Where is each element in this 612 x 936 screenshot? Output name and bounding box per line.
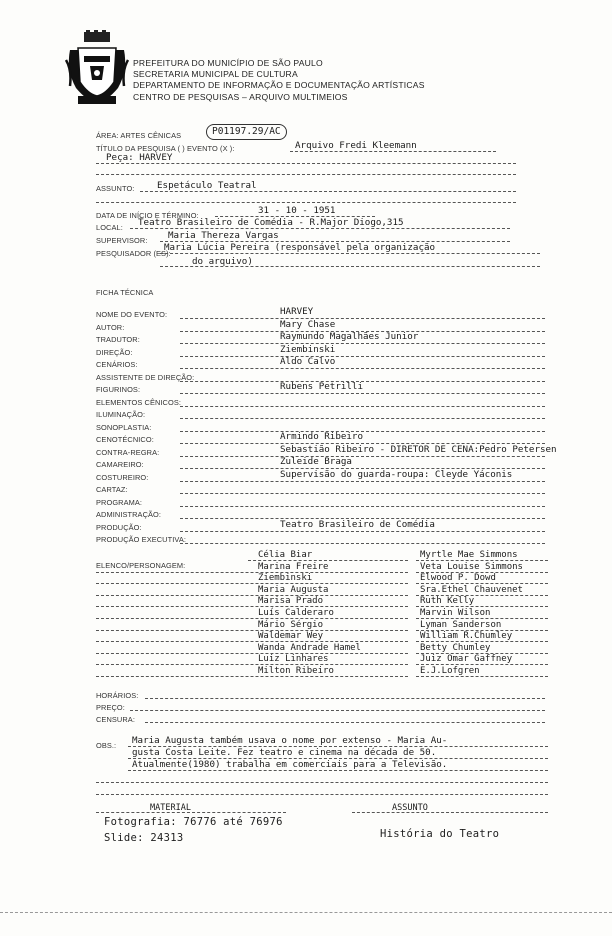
assunto-value: Espetáculo Teatral xyxy=(157,180,257,191)
censura-label: CENSURA: xyxy=(96,715,135,724)
ficha-row-value: Aldo Calvo xyxy=(280,356,336,367)
elenco-ator: Marisa Prado xyxy=(258,596,324,607)
material-line-2: Slide: 24313 xyxy=(104,832,184,844)
titulo-value-2: Peça: HARVEY xyxy=(106,152,173,163)
ficha-row-label: TRADUTOR: xyxy=(96,335,140,344)
obs-line-2: gusta Costa Leite. Fez teatro e cinema na década de 50. xyxy=(132,747,437,758)
elenco-personagem: Ruth Kelly xyxy=(420,596,475,607)
coat-of-arms-logo xyxy=(64,30,130,108)
preco-label: PREÇO: xyxy=(96,703,125,712)
elenco-ator: Marina Freire xyxy=(258,561,329,572)
local-value: Teatro Brasileiro de Comédia - R.Major Diogo,315 xyxy=(138,217,404,228)
elenco-personagem: Myrtle Mae Simmons xyxy=(420,550,518,560)
horarios-label: HORÁRIOS: xyxy=(96,691,139,700)
pesquisador-label: PESQUISADOR (ES): xyxy=(96,249,171,258)
ficha-row-value: Rubens Petrilli xyxy=(280,381,363,392)
local-label: LOCAL: xyxy=(96,223,123,232)
elenco-ator: Célia Biar xyxy=(258,550,313,560)
footer-assunto-value: História do Teatro xyxy=(380,828,500,840)
ficha-row-label: NOME DO EVENTO: xyxy=(96,310,168,319)
ficha-row-label: CARTAZ: xyxy=(96,485,128,494)
ficha-row-value: Armindo Ribeiro xyxy=(280,431,363,442)
ficha-row-label: ADMINISTRAÇÃO: xyxy=(96,510,162,519)
area-label: ÁREA: ARTES CÊNICAS xyxy=(96,131,182,140)
ficha-row-value: HARVEY xyxy=(280,306,314,317)
ficha-row-value: Zuleide Braga xyxy=(280,456,352,467)
ficha-row-label: PRODUÇÃO EXECUTIVA: xyxy=(96,535,187,544)
elenco-ator: Luiz Linhares xyxy=(258,654,329,665)
header-line-3: DEPARTAMENTO DE INFORMAÇÃO E DOCUMENTAÇÃO ARTÍSTICAS xyxy=(133,80,425,90)
ficha-tecnica-title: FICHA TÉCNICA xyxy=(96,288,154,297)
material-label: MATERIAL xyxy=(150,803,191,813)
ficha-row-label: CAMAREIRO: xyxy=(96,460,144,469)
elenco-personagem: E.J.Lofgren xyxy=(420,666,480,676)
pesquisador-value: Maria Lúcia Pereira (responsável pela organização xyxy=(164,242,436,253)
ficha-row-label: FIGURINOS: xyxy=(96,385,141,394)
ficha-row-label: CENÁRIOS: xyxy=(96,360,138,369)
ficha-row-label: ELEMENTOS CÊNICOS: xyxy=(96,397,182,407)
ficha-row-value: Supervisão do guarda-roupa: Cleyde Yáconis xyxy=(280,468,513,480)
header-line-1: PREFEITURA DO MUNICÍPIO DE SÃO PAULO xyxy=(133,58,323,68)
elenco-personagem: Lyman Sanderson xyxy=(420,619,502,630)
elenco-ator: Maria Augusta xyxy=(258,584,329,595)
elenco-label: ELENCO/PERSONAGEM: xyxy=(96,561,186,570)
ficha-row-label: COSTUREIRO: xyxy=(96,472,149,482)
ficha-row-value: Ziembinski xyxy=(280,343,336,355)
ficha-row-value: Teatro Brasileiro de Comédia xyxy=(280,518,435,530)
ficha-row-label: DIREÇÃO: xyxy=(96,347,133,357)
elenco-personagem: Betty Chumley xyxy=(420,642,491,653)
ficha-row-label: SONOPLASTIA: xyxy=(96,422,152,432)
elenco-personagem: Marvin Wilson xyxy=(420,608,491,618)
elenco-personagem: William R.Chumley xyxy=(420,631,513,642)
ficha-row-label: PROGRAMA: xyxy=(96,497,143,507)
titulo-label: TÍTULO DA PESQUISA ( ) EVENTO (X ): xyxy=(96,144,235,153)
pesquisador-value-2: do arquivo) xyxy=(192,256,253,267)
elenco-ator: Ziembinski xyxy=(258,573,313,584)
ficha-row-label: ILUMINAÇÃO: xyxy=(96,410,146,419)
elenco-ator: Wanda Andrade Hamel xyxy=(258,642,361,653)
elenco-ator: Luís Calderaro xyxy=(258,608,334,618)
data-value: 31 - 10 - 1951 xyxy=(258,205,336,216)
material-line-1: Fotografia: 76776 até 76976 xyxy=(104,816,283,828)
obs-label: OBS.: xyxy=(96,741,117,750)
ficha-row-label: PRODUÇÃO: xyxy=(96,522,142,532)
elenco-personagem: Veta Louise Simmons xyxy=(420,561,523,572)
ficha-row-value: Sebastião Ribeiro - DIRETOR DE CENA:Pedro Petersen xyxy=(280,443,557,455)
assunto-label: ASSUNTO: xyxy=(96,184,135,193)
elenco-ator: Milton Ribeiro xyxy=(258,666,334,676)
ficha-row-label: ASSISTENTE DE DIREÇÃO: xyxy=(96,372,195,382)
elenco-personagem: Juiz Omar Gaffney xyxy=(420,654,513,665)
ficha-row-label: AUTOR: xyxy=(96,322,125,332)
header-line-4: CENTRO DE PESQUISAS – ARQUIVO MULTIMEIOS xyxy=(133,92,348,102)
elenco-ator: Mário Sérgio xyxy=(258,619,324,630)
ficha-row-value: Raymundo Magalhães Junior xyxy=(280,331,419,342)
ficha-row-label: CENOTÉCNICO: xyxy=(96,435,154,444)
elenco-ator: Waldemar Wey xyxy=(258,631,324,642)
ficha-row-label: CONTRA-REGRA: xyxy=(96,447,160,457)
footer-assunto-label: ASSUNTO xyxy=(392,803,428,813)
data-label: DATA DE INÍCIO E TÉRMINO: xyxy=(96,211,199,220)
titulo-value: Arquivo Fredi Kleemann xyxy=(295,140,417,151)
area-code-stamp: P01197.29/AC xyxy=(206,124,287,140)
obs-line-3: Atualmente(1980) trabalha em comerciais para a Televisão. xyxy=(132,759,448,770)
elenco-personagem: Sra.Ethel Chauvenet xyxy=(420,584,523,595)
obs-line-1: Maria Augusta também usava o nome por extenso - Maria Au- xyxy=(132,735,448,746)
elenco-personagem: Elwood P. Dowd xyxy=(420,573,496,584)
ficha-row-value: Mary Chase xyxy=(280,318,336,330)
supervisor-label: SUPERVISOR: xyxy=(96,236,148,245)
supervisor-value: Maria Thereza Vargas xyxy=(168,230,279,241)
header-line-2: SECRETARIA MUNICIPAL DE CULTURA xyxy=(133,69,298,79)
